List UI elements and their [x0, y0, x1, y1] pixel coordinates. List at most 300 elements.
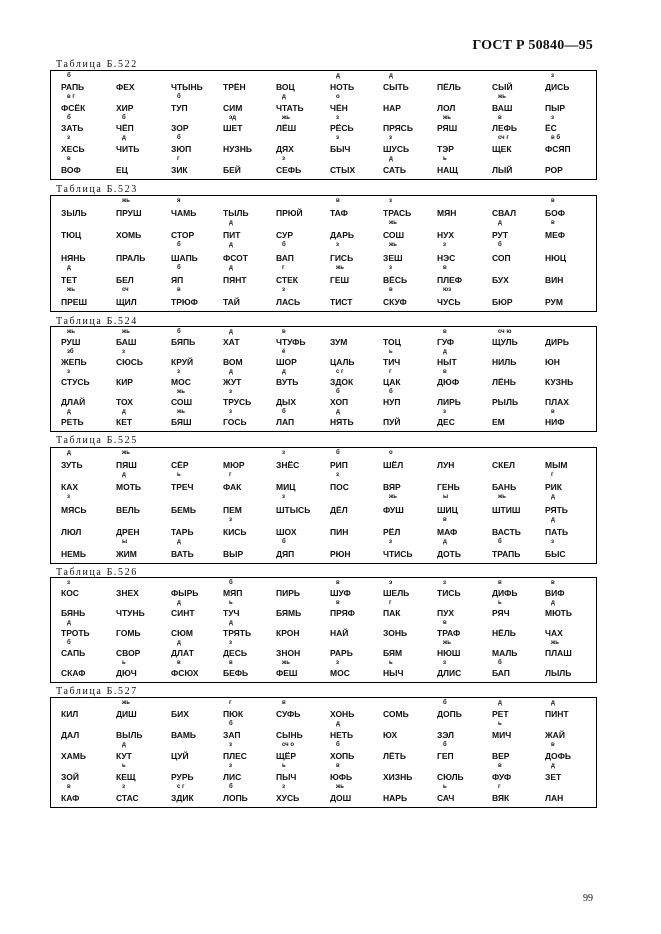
word-text: ЛЁНЬ — [492, 377, 516, 387]
word-text: ДИРЬ — [545, 337, 569, 347]
word-text: ВУТЬ — [276, 377, 299, 387]
word-cell — [437, 115, 491, 134]
word-cell — [492, 620, 546, 638]
word-text: ДОТЬ — [437, 548, 461, 559]
word-cell — [223, 600, 277, 618]
word-cell — [330, 660, 384, 678]
superscript-mark: з — [282, 494, 285, 501]
word-text: СОП — [492, 252, 511, 263]
word-cell — [116, 640, 170, 658]
superscript-mark: б — [229, 784, 233, 790]
word-cell — [492, 242, 546, 262]
word-cell — [437, 580, 491, 598]
word-cell — [330, 198, 384, 218]
superscript-mark: з — [229, 742, 232, 748]
superscript-mark: жь — [122, 450, 130, 456]
superscript-mark: в — [443, 329, 447, 335]
superscript-mark: д — [389, 156, 393, 163]
word-text: КАХ — [61, 482, 78, 493]
word-text: НЮШ — [437, 648, 461, 658]
word-text: НЁЛЬ — [492, 628, 516, 638]
superscript-mark: б — [177, 135, 181, 142]
word-cell — [61, 369, 115, 387]
word-cell — [276, 349, 330, 367]
word-cell — [223, 242, 277, 262]
word-text: МЮТЬ — [545, 608, 572, 618]
superscript-mark: ь — [443, 156, 447, 163]
word-text: РЕТЬ — [61, 417, 84, 427]
word-cell — [437, 220, 491, 240]
word-text: ФСЁК — [61, 102, 86, 113]
word-cell — [437, 156, 491, 175]
word-text: ДАЛ — [61, 730, 80, 740]
word-text: ЗАП — [223, 730, 241, 740]
superscript-mark: з — [336, 114, 339, 121]
superscript-mark: з — [122, 349, 125, 355]
table-caption: Таблица Б.525 — [56, 435, 138, 446]
word-cell — [383, 640, 437, 658]
standard-header: ГОСТ Р 50840—95 — [472, 38, 593, 53]
word-cell — [276, 700, 330, 719]
word-text: ВАП — [276, 252, 294, 263]
word-cell — [276, 409, 330, 427]
word-cell — [330, 287, 384, 307]
superscript-mark: ь — [498, 600, 502, 606]
word-text: НАЩ — [437, 164, 458, 175]
word-text: ТРАСЬ — [383, 208, 412, 219]
word-text: НУП — [383, 397, 401, 407]
word-cell — [545, 409, 599, 427]
word-text: ДРЕН — [116, 526, 140, 537]
word-text: КИР — [116, 377, 133, 387]
word-cell — [492, 287, 546, 307]
word-cell — [437, 450, 491, 470]
word-text: БОФ — [545, 208, 565, 219]
word-cell — [223, 660, 277, 678]
word-text: ХАТ — [223, 337, 240, 347]
word-text: ФСЮХ — [171, 668, 199, 678]
word-cell — [545, 389, 599, 407]
word-text: ФУШ — [383, 504, 404, 515]
word-cell — [330, 409, 384, 427]
word-cell — [171, 115, 225, 134]
word-text: БЯМ — [383, 648, 403, 658]
word-text: ДАРЬ — [330, 230, 354, 241]
word-cell — [171, 329, 225, 347]
word-cell — [276, 287, 330, 307]
word-cell — [545, 620, 599, 638]
word-text: КЕЩ — [116, 772, 136, 782]
superscript-mark: б — [498, 660, 502, 666]
superscript-mark: жь — [282, 660, 290, 666]
word-cell — [330, 517, 384, 537]
word-cell — [383, 660, 437, 678]
word-text: ПЕМ — [223, 504, 242, 515]
word-cell — [61, 242, 115, 262]
word-text: ЗНЁС — [276, 460, 300, 471]
word-text: БЕФЬ — [223, 668, 249, 678]
word-text: НЯНЬ — [61, 252, 86, 263]
superscript-mark: д — [443, 538, 447, 545]
superscript-mark: д — [229, 329, 233, 335]
word-text: ЗАТЬ — [61, 123, 84, 134]
superscript-mark: в — [336, 600, 340, 606]
word-text: РАПЬ — [61, 81, 85, 92]
word-cell — [330, 73, 384, 92]
word-text: ГЕШ — [330, 274, 350, 285]
word-cell — [116, 135, 170, 154]
word-text: СУР — [276, 230, 293, 241]
word-text: ПУХ — [437, 608, 455, 618]
word-cell — [330, 369, 384, 387]
word-cell — [223, 620, 277, 638]
word-text: ДЛИС — [437, 668, 462, 678]
word-text: ДЛАЙ — [61, 397, 86, 407]
word-cell — [545, 700, 599, 719]
word-cell — [383, 742, 437, 761]
word-cell — [171, 73, 225, 92]
word-text: ТИЧ — [383, 357, 401, 367]
word-text: ПРЕШ — [61, 296, 87, 307]
word-text: ЧТИСЬ — [383, 548, 413, 559]
word-cell — [492, 156, 546, 175]
word-cell — [276, 539, 330, 559]
word-text: ПИН — [330, 526, 349, 537]
word-cell — [437, 135, 491, 154]
superscript-mark: з — [443, 660, 446, 666]
superscript-mark: в — [336, 580, 340, 586]
word-cell — [545, 721, 599, 740]
word-cell — [223, 517, 277, 537]
word-text: ПИНТ — [545, 709, 569, 719]
word-cell — [276, 784, 330, 803]
word-cell — [276, 600, 330, 618]
word-text: ЦУЙ — [171, 751, 189, 761]
superscript-mark: д — [282, 93, 286, 100]
word-text: ГОСЬ — [223, 417, 247, 427]
word-text: РУРЬ — [171, 772, 194, 782]
superscript-mark: д — [229, 242, 233, 249]
word-cell — [223, 329, 277, 347]
word-cell — [223, 198, 277, 218]
word-text: ЛАСЬ — [276, 296, 301, 307]
superscript-mark: б — [67, 640, 71, 646]
superscript-mark: в — [177, 660, 181, 666]
superscript-mark: б — [498, 538, 502, 545]
word-text: ШОХ — [276, 526, 297, 537]
superscript-mark: д — [67, 620, 71, 626]
word-table — [50, 697, 597, 808]
word-cell — [492, 198, 546, 218]
table-caption: Таблица Б.524 — [56, 316, 138, 327]
word-cell — [116, 721, 170, 740]
table-row — [51, 660, 596, 680]
word-text: МЮР — [223, 460, 245, 471]
page-number: 99 — [583, 893, 593, 904]
superscript-mark: сч г — [498, 135, 509, 142]
word-text: БЕЛ — [116, 274, 134, 285]
word-cell — [61, 517, 115, 537]
word-cell — [116, 156, 170, 175]
word-text: ЗОЙ — [61, 772, 79, 782]
superscript-mark: г — [282, 264, 285, 271]
word-cell — [171, 94, 225, 113]
word-cell — [330, 784, 384, 803]
word-text: ЯП — [171, 274, 184, 285]
word-text: РЁЛ — [383, 526, 401, 537]
word-text: МЯСЬ — [61, 504, 87, 515]
word-text: НЭС — [437, 252, 456, 263]
word-cell — [276, 742, 330, 761]
word-cell — [61, 349, 115, 367]
word-cell — [492, 94, 546, 113]
word-text: БЮР — [492, 296, 513, 307]
superscript-mark: жь — [122, 700, 130, 706]
word-cell — [383, 472, 437, 492]
superscript-mark: ы — [443, 494, 449, 501]
word-cell — [330, 329, 384, 347]
superscript-mark: з — [551, 114, 554, 121]
table-row — [51, 517, 596, 539]
table-row — [51, 450, 596, 472]
word-text: ТРАПЬ — [492, 548, 521, 559]
superscript-mark: з — [389, 538, 392, 545]
superscript-mark: в — [498, 580, 502, 586]
word-cell — [61, 329, 115, 347]
word-cell — [437, 742, 491, 761]
superscript-mark: в — [443, 516, 447, 523]
word-text: СЫТЬ — [383, 81, 409, 92]
word-cell — [330, 220, 384, 240]
superscript-mark: д — [67, 409, 71, 415]
word-text: КИЛ — [61, 709, 79, 719]
superscript-mark: в — [498, 114, 502, 121]
word-cell — [116, 784, 170, 803]
word-text: ДОФЬ — [545, 751, 572, 761]
word-text: РЁСЬ — [330, 123, 354, 134]
word-text: КЕТ — [116, 417, 133, 427]
word-text: СОШ — [171, 397, 193, 407]
word-cell — [276, 620, 330, 638]
superscript-mark: ь — [389, 349, 393, 355]
word-text: СТАС — [116, 793, 139, 803]
word-cell — [383, 389, 437, 407]
superscript-mark: сч о — [282, 742, 294, 748]
word-text: ЁС — [545, 123, 557, 134]
word-cell — [116, 742, 170, 761]
superscript-mark: д — [336, 721, 340, 727]
word-cell — [437, 349, 491, 367]
word-cell — [330, 156, 384, 175]
word-cell — [223, 287, 277, 307]
word-text: РОР — [545, 164, 563, 175]
word-cell — [330, 242, 384, 262]
word-cell — [171, 156, 225, 175]
word-cell — [545, 115, 599, 134]
word-text: РЕТ — [492, 709, 509, 719]
word-cell — [223, 73, 277, 92]
superscript-mark: д — [177, 600, 181, 606]
word-cell — [171, 220, 225, 240]
word-text: НУЗНЬ — [223, 144, 252, 155]
word-cell — [223, 580, 277, 598]
word-cell — [171, 580, 225, 598]
word-text: ТАРЬ — [171, 526, 194, 537]
word-text: РУМ — [545, 296, 563, 307]
word-cell — [223, 115, 277, 134]
superscript-mark: о — [336, 93, 340, 100]
word-cell — [276, 517, 330, 537]
word-text: СЮСЬ — [116, 357, 144, 367]
table-row — [51, 198, 596, 220]
superscript-mark: юз — [443, 286, 452, 293]
superscript-mark: д — [551, 494, 555, 501]
word-cell — [61, 721, 115, 740]
word-cell — [116, 660, 170, 678]
word-text: ЦАЛЬ — [330, 357, 355, 367]
word-cell — [223, 389, 277, 407]
word-text: ПИТ — [223, 230, 241, 241]
word-text: РЯШ — [437, 123, 458, 134]
word-text: ДЛАТ — [171, 648, 194, 658]
word-cell — [437, 389, 491, 407]
word-cell — [383, 94, 437, 113]
word-cell — [61, 763, 115, 782]
word-cell — [492, 721, 546, 740]
word-text: ЖИМ — [116, 548, 137, 559]
word-text: РУТ — [492, 230, 509, 241]
word-cell — [116, 369, 170, 387]
word-text: ВЁСЬ — [383, 274, 408, 285]
word-cell — [223, 742, 277, 761]
word-cell — [492, 700, 546, 719]
word-cell — [276, 329, 330, 347]
word-text: ШУФ — [330, 588, 351, 598]
word-text: ВЯК — [492, 793, 510, 803]
superscript-mark: д — [122, 409, 126, 415]
word-table — [50, 447, 597, 564]
word-text: ЗОНЬ — [383, 628, 408, 638]
word-cell — [276, 242, 330, 262]
superscript-mark: жь — [282, 114, 290, 121]
word-text: САЧ — [437, 793, 455, 803]
word-text: МИЧ — [492, 730, 512, 740]
word-text: ГЕП — [437, 751, 454, 761]
word-text: СЕФЬ — [276, 164, 302, 175]
word-text: ЧЁН — [330, 102, 348, 113]
word-cell — [492, 220, 546, 240]
word-cell — [330, 763, 384, 782]
word-text: КУТ — [116, 751, 132, 761]
word-text: БЕМЬ — [171, 504, 196, 515]
word-cell — [223, 94, 277, 113]
word-text: ВЫР — [223, 548, 244, 559]
word-cell — [61, 620, 115, 638]
word-text: СТЕК — [276, 274, 298, 285]
word-text: ШЕТ — [223, 123, 243, 134]
word-text: БЯШ — [171, 417, 192, 427]
word-cell — [330, 135, 384, 154]
word-cell — [171, 494, 225, 514]
word-text: КИСЬ — [223, 526, 247, 537]
word-cell — [492, 265, 546, 285]
superscript-mark: б — [443, 742, 447, 748]
word-cell — [545, 135, 599, 154]
word-text: ЗЕТ — [545, 772, 562, 782]
word-cell — [330, 450, 384, 470]
word-text: ДЕСЬ — [223, 648, 247, 658]
word-cell — [383, 784, 437, 803]
word-cell — [116, 389, 170, 407]
superscript-mark: д — [229, 620, 233, 626]
word-cell — [437, 73, 491, 92]
superscript-mark: б — [122, 114, 126, 121]
table-row — [51, 494, 596, 516]
superscript-mark: б — [443, 700, 447, 706]
superscript-mark: з — [229, 409, 232, 415]
superscript-mark: з — [67, 135, 70, 142]
word-cell — [492, 450, 546, 470]
word-cell — [383, 409, 437, 427]
word-cell — [116, 220, 170, 240]
word-text: МИЦ — [276, 482, 296, 493]
word-text: РИП — [330, 460, 348, 471]
superscript-mark: д — [122, 742, 126, 748]
word-cell — [171, 472, 225, 492]
word-cell — [545, 349, 599, 367]
word-cell — [276, 73, 330, 92]
word-text: ТРОТЬ — [61, 628, 90, 638]
word-cell — [330, 742, 384, 761]
word-text: ФСЯП — [545, 144, 571, 155]
word-text: ТРУСЬ — [223, 397, 252, 407]
superscript-mark: з — [282, 156, 285, 163]
superscript-mark: ь — [443, 784, 447, 790]
word-text: ДЮФ — [437, 377, 460, 387]
superscript-mark: в — [551, 198, 555, 204]
superscript-mark: в — [282, 700, 286, 706]
word-cell — [437, 721, 491, 740]
word-text: ЗДИК — [171, 793, 194, 803]
table-row — [51, 329, 596, 349]
word-cell — [383, 135, 437, 154]
word-text: ЮХ — [383, 730, 398, 740]
word-text: ТАЙ — [223, 296, 240, 307]
word-text: ТРАФ — [437, 628, 461, 638]
superscript-mark: жь — [389, 242, 397, 249]
superscript-mark: в — [443, 264, 447, 271]
word-cell — [116, 700, 170, 719]
superscript-mark: б — [67, 73, 71, 79]
word-cell — [276, 580, 330, 598]
word-text: ЛЮЛ — [61, 526, 82, 537]
word-text: ПУЙ — [383, 417, 401, 427]
superscript-mark: з — [67, 494, 70, 501]
word-text: ДИФЬ — [492, 588, 518, 598]
word-cell — [223, 539, 277, 559]
word-text: ЛЁТЬ — [383, 751, 406, 761]
superscript-mark: д — [551, 600, 555, 606]
word-cell — [437, 784, 491, 803]
word-text: ШТЫСЬ — [276, 504, 311, 515]
word-cell — [61, 742, 115, 761]
superscript-mark: в — [282, 329, 286, 335]
table-row — [51, 763, 596, 784]
superscript-mark: жь — [336, 784, 344, 790]
word-text: ПИРЬ — [276, 588, 300, 598]
table-row — [51, 784, 596, 805]
word-cell — [545, 73, 599, 92]
